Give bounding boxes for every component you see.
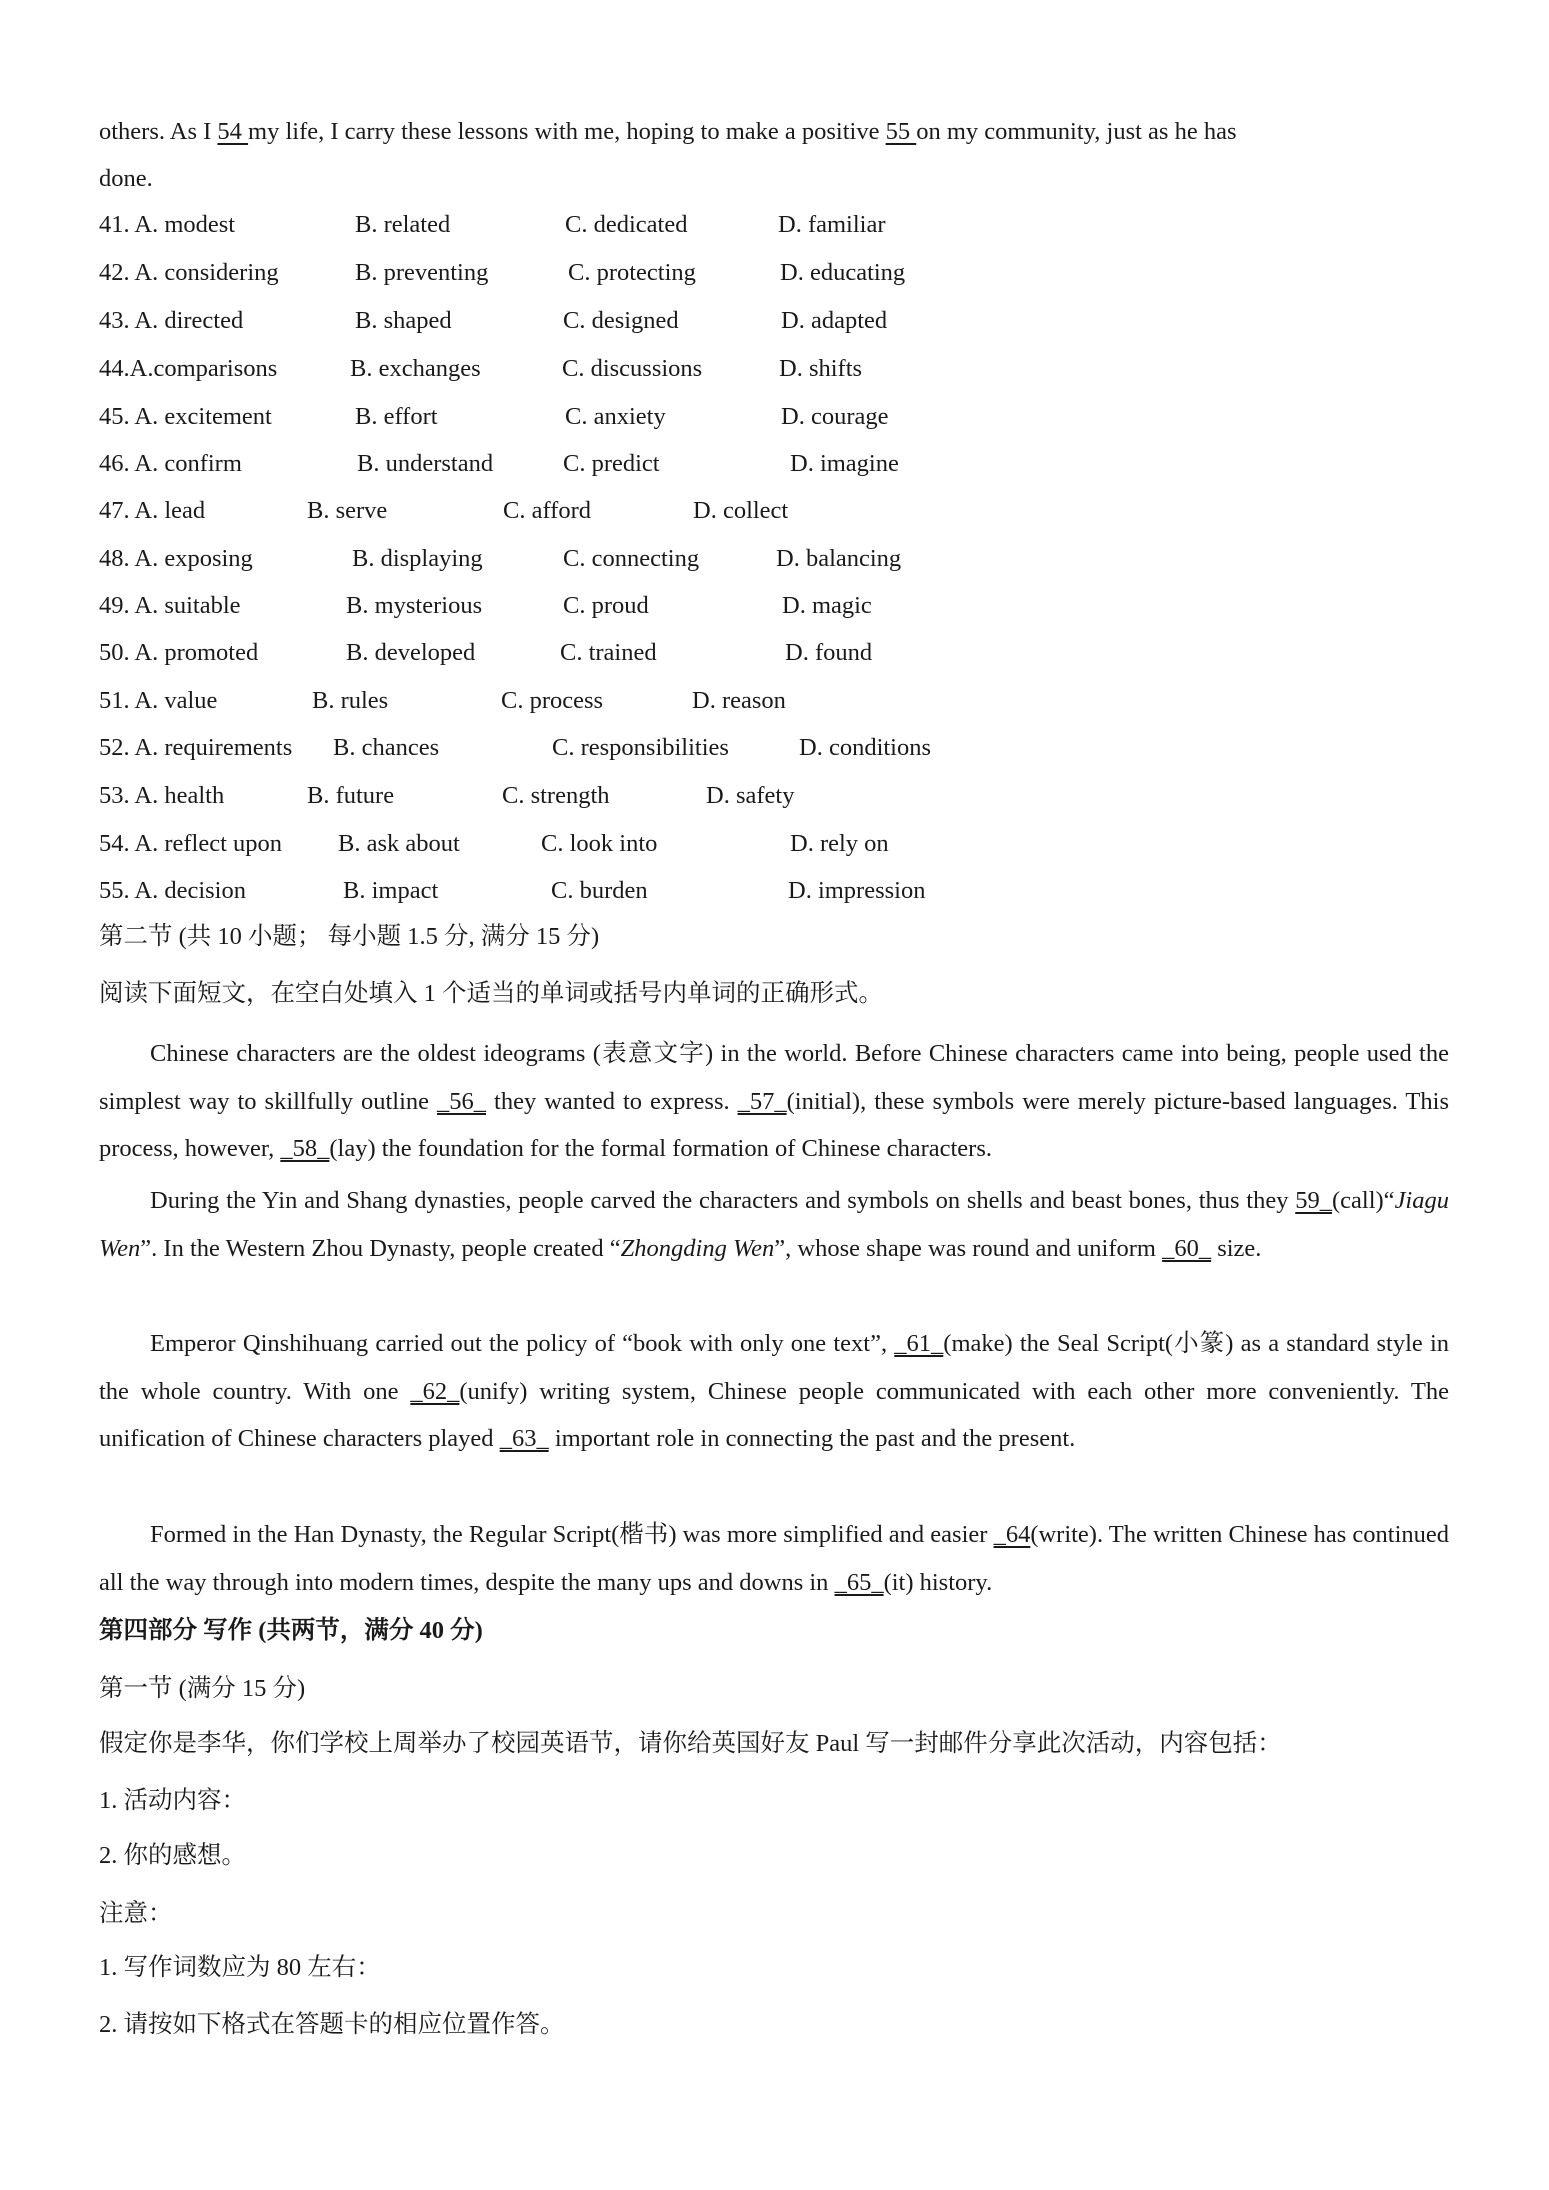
note-1: 1. 写作词数应为 80 左右： (99, 1954, 381, 1981)
option-d: D. adapted (781, 307, 888, 334)
blank-58: _58_ (280, 1135, 330, 1162)
option-a: 44.A.comparisons (99, 355, 278, 382)
writing-item-2: 2. 你的感想。 (99, 1842, 246, 1869)
option-c: C. process (501, 687, 604, 714)
option-b: B. serve (307, 497, 388, 524)
blank-63: _63_ (499, 1425, 549, 1452)
option-d: D. collect (693, 497, 789, 524)
option-a: 48. A. exposing (99, 545, 253, 572)
option-c: C. strength (502, 782, 610, 809)
blank-60: _60_ (1162, 1234, 1212, 1262)
passage-text: (unify) writing system, Chinese people communicated with each other more conveniently. The unification of Chinese characters played (99, 1377, 1449, 1452)
passage-text: (make) the Seal Script(小篆) as a standard style in the whole country. With one (99, 1330, 1450, 1405)
blank-56: _56_ (437, 1087, 487, 1115)
blank-55: 55 (885, 118, 917, 145)
option-b: B. chances (333, 734, 440, 761)
passage-text: (call)“ (1332, 1187, 1395, 1214)
passage-paragraph-3 (99, 1320, 1449, 1463)
intro-text: on my community, just as he has (916, 118, 1237, 145)
blank-61: _61_ (894, 1330, 944, 1357)
option-a: 41. A. modest (99, 211, 236, 238)
option-a: 54. A. reflect upon (99, 830, 283, 857)
option-a: 49. A. suitable (99, 592, 241, 619)
blank-62: _62_ (410, 1377, 460, 1405)
option-c: C. anxiety (565, 403, 666, 430)
option-c: C. look into (541, 830, 658, 857)
option-a: 51. A. value (99, 687, 218, 714)
option-b: B. effort (355, 403, 438, 430)
passage-text: size. (1211, 1234, 1262, 1262)
option-c: C. designed (563, 307, 679, 334)
passage-text: Emperor Qinshihuang carried out the policy of “book with only one text”, (150, 1330, 895, 1357)
passage-text: Chinese characters are the oldest ideograms (表意文字) in the world. Before Chinese characters came into being, people used the simplest way to skillfully outline (99, 1040, 1449, 1115)
option-d: D. shifts (779, 355, 863, 382)
note-2: 2. 请按如下格式在答题卡的相应位置作答。 (99, 2011, 565, 2038)
passage-text: (write). The written Chinese has continued all the way through into modern times, despite the many ups and downs in (99, 1521, 1449, 1596)
option-b: B. preventing (355, 259, 489, 286)
option-c: C. dedicated (565, 211, 688, 238)
passage-text: (initial), these symbols were merely picture-based languages. This process, however, (99, 1087, 1449, 1162)
option-b: B. rules (312, 687, 389, 714)
option-b: B. mysterious (346, 592, 483, 619)
passage-text: Formed in the Han Dynasty, the Regular Script(楷书) was more simplified and easier (150, 1521, 994, 1548)
option-c: C. connecting (563, 545, 700, 572)
jiagu-wen: Jiagu Wen (99, 1187, 1449, 1262)
option-a: 42. A. considering (99, 259, 279, 286)
option-c: C. trained (560, 639, 657, 666)
passage-paragraph-2 (99, 1177, 1449, 1272)
option-b: B. future (307, 782, 395, 809)
option-d: D. found (785, 639, 873, 666)
option-c: C. responsibilities (552, 734, 729, 761)
intro-text: others. As I (99, 118, 218, 145)
option-d: D. reason (692, 687, 786, 714)
option-b: B. related (355, 211, 451, 238)
passage-text: During the Yin and Shang dynasties, people carved the characters and symbols on shells and beast bones, thus they (150, 1187, 1296, 1214)
option-d: D. impression (788, 877, 926, 904)
passage-text: ”, whose shape was round and uniform (774, 1234, 1163, 1262)
option-d: D. safety (706, 782, 795, 809)
option-c: C. protecting (568, 259, 696, 286)
passage-text: they wanted to express. (486, 1087, 738, 1115)
option-c: C. proud (563, 592, 649, 619)
option-b: B. exchanges (350, 355, 481, 382)
blank-64: _64 (993, 1521, 1031, 1548)
option-d: D. educating (780, 259, 906, 286)
option-a: 47. A. lead (99, 497, 206, 524)
blank-54: 54 (217, 118, 249, 145)
blank-57: _57_ (737, 1087, 787, 1115)
part-4-sub-heading: 第一节 (满分 15 分) (99, 1675, 306, 1702)
option-d: D. magic (782, 592, 872, 619)
option-b: B. shaped (355, 307, 452, 334)
option-a: 50. A. promoted (99, 639, 259, 666)
option-b: B. ask about (338, 830, 460, 857)
blank-65: _65_ (834, 1568, 884, 1596)
blank-59: 59_ (1295, 1187, 1332, 1214)
option-b: B. developed (346, 639, 476, 666)
option-a: 46. A. confirm (99, 450, 242, 477)
passage-text: important role in connecting the past and the present. (548, 1425, 1076, 1452)
note-label: 注意： (99, 1900, 173, 1927)
option-c: C. afford (503, 497, 591, 524)
option-a: 52. A. requirements (99, 734, 293, 761)
option-c: C. predict (563, 450, 660, 477)
option-d: D. familiar (778, 211, 886, 238)
option-a: 55. A. decision (99, 877, 246, 904)
option-c: C. discussions (562, 355, 703, 382)
intro-line-2: done. (99, 165, 153, 192)
option-a: 53. A. health (99, 782, 225, 809)
option-b: B. understand (357, 450, 494, 477)
passage-text: (lay) the foundation for the formal formation of Chinese characters. (329, 1135, 992, 1162)
zhongding-wen: Zhongding Wen (620, 1234, 775, 1262)
option-d: D. rely on (790, 830, 889, 857)
writing-prompt: 假定你是李华，你们学校上周举办了校园英语节，请你给英国好友 Paul 写一封邮件分享此次活动，内容包括： (99, 1730, 1282, 1757)
option-d: D. conditions (799, 734, 932, 761)
passage-paragraph-4 (99, 1511, 1449, 1606)
option-b: B. impact (343, 877, 439, 904)
option-b: B. displaying (352, 545, 483, 572)
option-a: 43. A. directed (99, 307, 244, 334)
writing-item-1: 1. 活动内容： (99, 1787, 246, 1814)
intro-line-1 (99, 116, 1237, 148)
part-4-heading: 第四部分 写作 (共两节，满分 40 分) (99, 1617, 483, 1644)
option-d: D. balancing (776, 545, 902, 572)
section-2-heading: 第二节 (共 10 小题； 每小题 1.5 分, 满分 15 分) (99, 923, 600, 950)
passage-text: (it) history. (883, 1568, 993, 1596)
option-d: D. imagine (790, 450, 899, 477)
passage-text: ”. In the Western Zhou Dynasty, people created “ (140, 1234, 621, 1262)
option-c: C. burden (551, 877, 648, 904)
passage-paragraph-1 (99, 1030, 1449, 1173)
section-2-instruction: 阅读下面短文，在空白处填入 1 个适当的单词或括号内单词的正确形式。 (99, 980, 883, 1007)
intro-text: my life, I carry these lessons with me, hoping to make a positive (248, 118, 886, 145)
option-d: D. courage (781, 403, 889, 430)
option-a: 45. A. excitement (99, 403, 272, 430)
